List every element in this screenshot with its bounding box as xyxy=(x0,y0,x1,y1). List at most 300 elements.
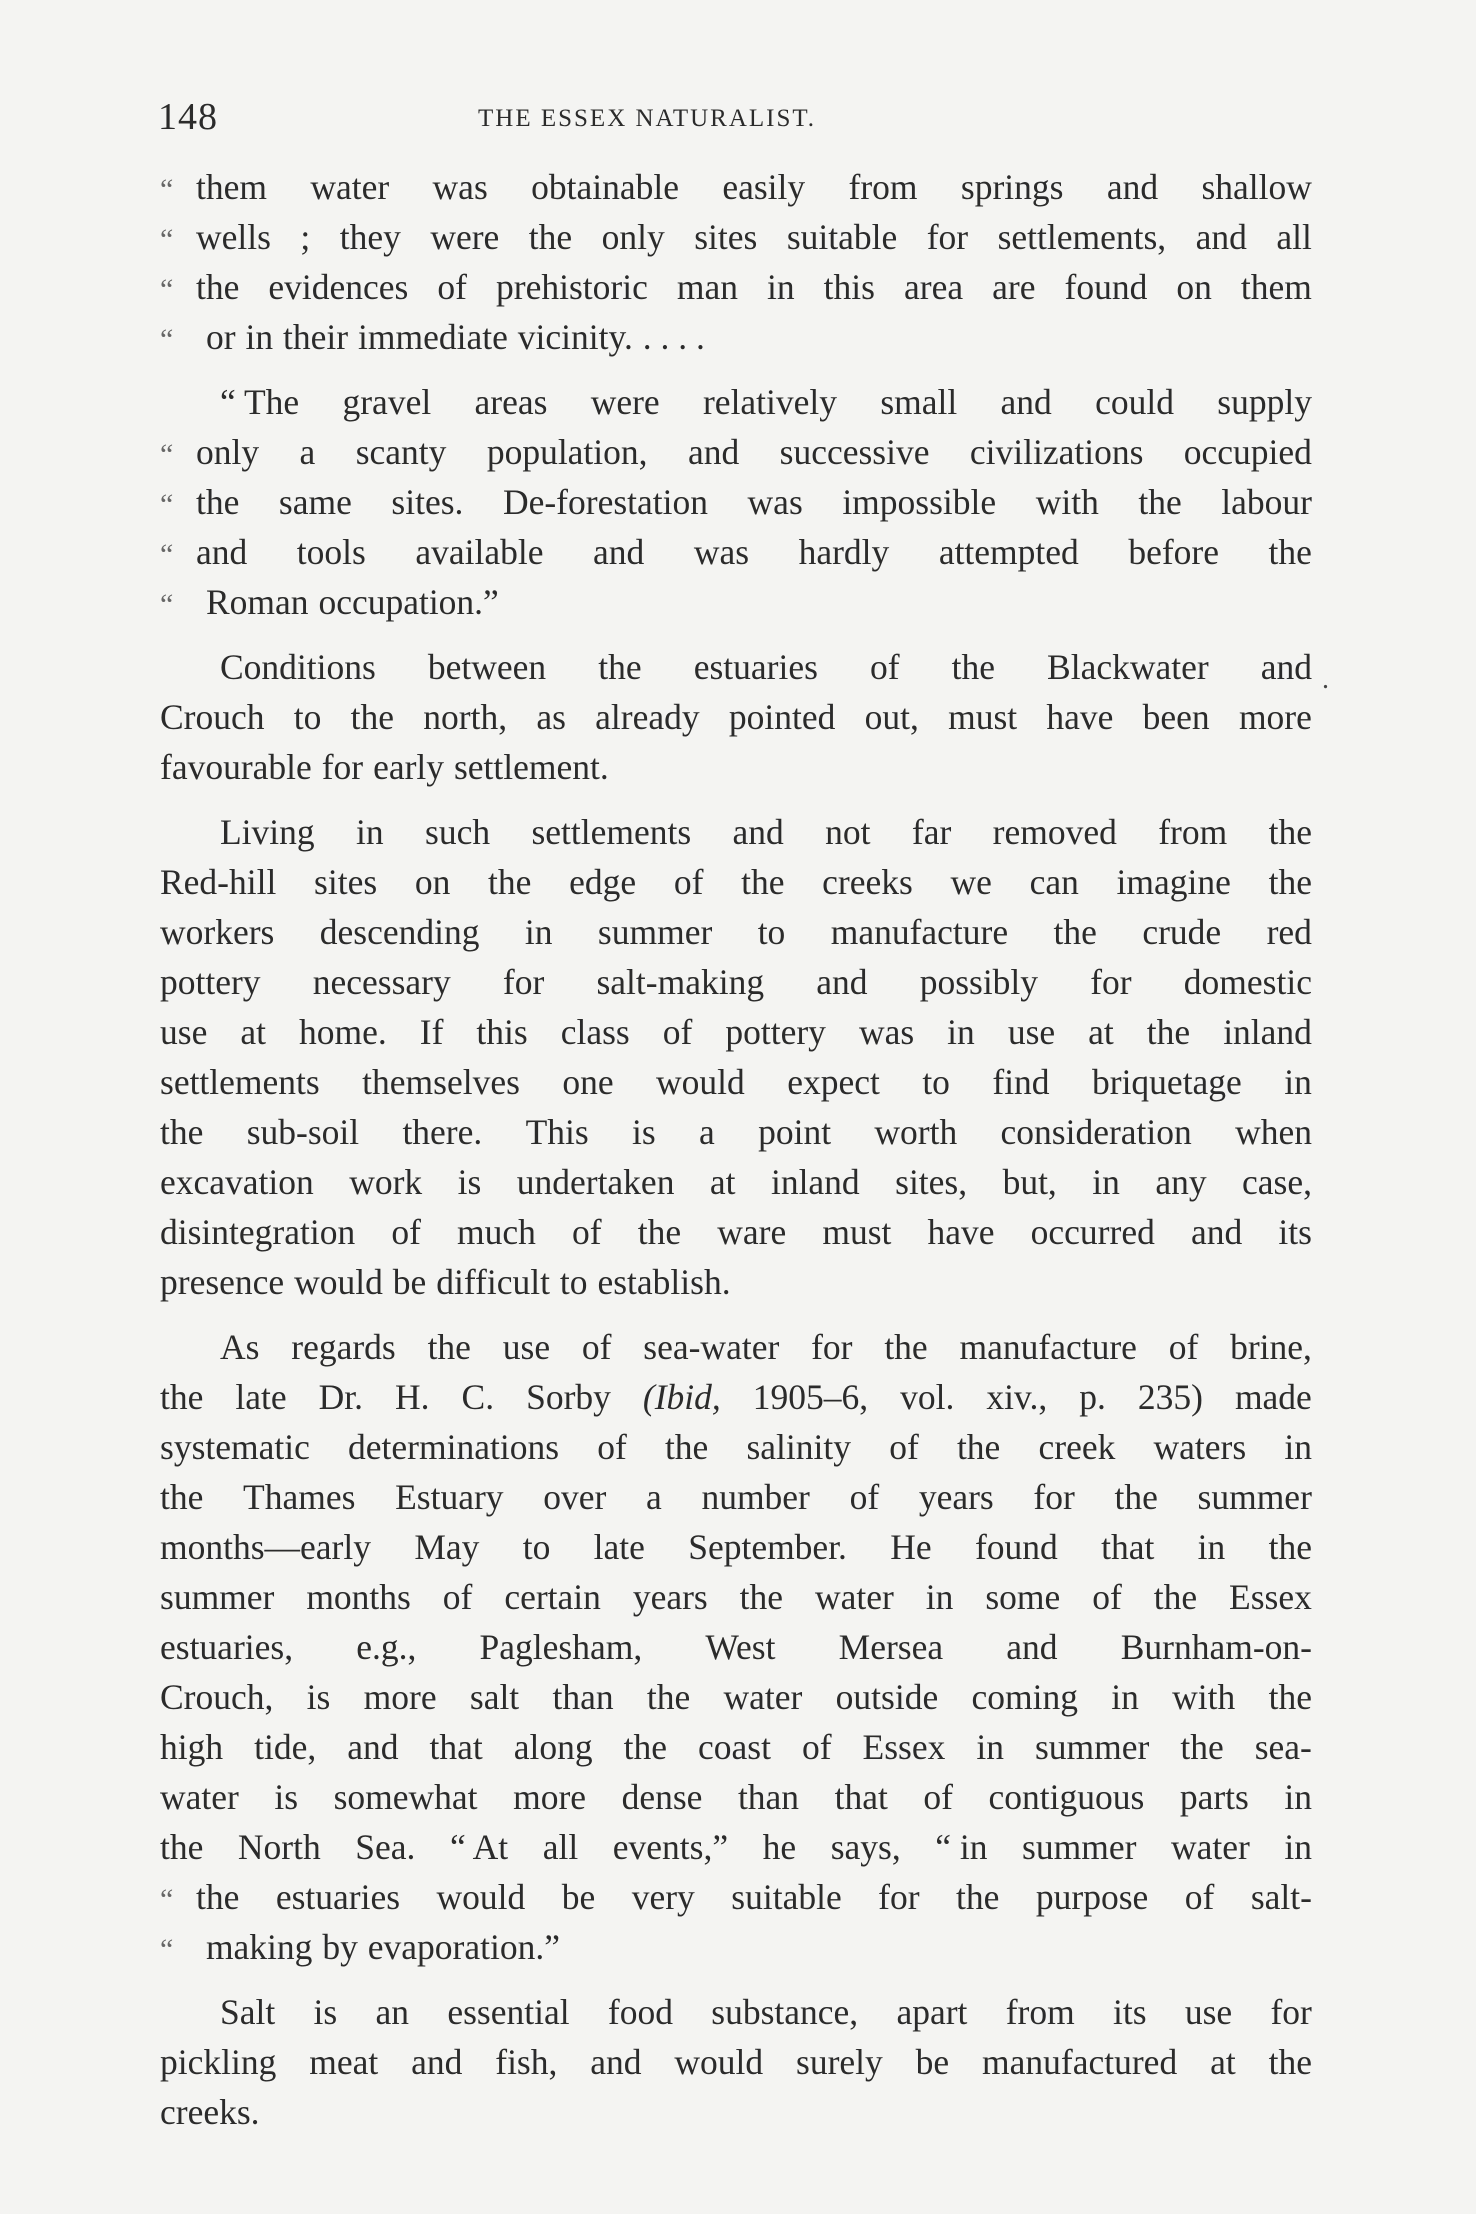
word: substance, xyxy=(711,1992,859,2032)
word: is xyxy=(313,1992,338,2032)
text-line xyxy=(160,1157,1312,1207)
word: is xyxy=(274,1777,299,1817)
word: determinations xyxy=(348,1427,560,1467)
text-line xyxy=(160,427,1312,477)
word: creek xyxy=(1038,1427,1116,1467)
word: of xyxy=(437,267,467,307)
word: their xyxy=(283,317,349,357)
word: be xyxy=(392,1262,427,1302)
word: more xyxy=(363,1677,437,1717)
word: in xyxy=(356,812,384,852)
word: of xyxy=(572,1212,602,1252)
line-words xyxy=(196,1872,1312,1922)
word: more xyxy=(1238,697,1312,737)
word: the xyxy=(1053,912,1097,952)
word: vol. xyxy=(900,1377,955,1417)
word: all xyxy=(1276,217,1312,257)
word: parts xyxy=(1179,1777,1249,1817)
word: coming xyxy=(971,1677,1078,1717)
running-head: THE ESSEX NATURALIST. xyxy=(478,105,817,132)
word: and xyxy=(347,1727,399,1767)
opening-quote-mark: “ xyxy=(160,173,174,206)
word: this xyxy=(476,1012,528,1052)
word: Essex xyxy=(862,1727,946,1767)
word: at xyxy=(709,1162,736,1202)
word: the xyxy=(160,1377,204,1417)
word: use xyxy=(502,1327,551,1367)
word: of xyxy=(801,1727,832,1767)
word: when xyxy=(1235,1112,1312,1152)
word: the xyxy=(646,1677,691,1717)
word: manufactured xyxy=(982,2042,1178,2082)
word: or xyxy=(205,317,236,357)
word: the xyxy=(160,1112,204,1152)
text-line xyxy=(160,1257,1312,1307)
word: summer xyxy=(1022,1827,1137,1867)
word: of xyxy=(673,862,704,902)
word: essential xyxy=(447,1992,570,2032)
word: undertaken xyxy=(516,1162,675,1202)
word: immediate xyxy=(358,317,508,357)
line-words xyxy=(196,427,1312,477)
word: possibly xyxy=(919,962,1039,1002)
word: for xyxy=(1090,962,1132,1002)
word: from xyxy=(848,167,918,207)
word: settlement. xyxy=(453,747,609,787)
word: consideration xyxy=(1000,1112,1192,1152)
word: water xyxy=(723,1677,803,1717)
opening-quote-mark: “ xyxy=(160,438,174,471)
word: red xyxy=(1266,912,1312,952)
word: Essex xyxy=(1229,1577,1312,1617)
word: Paglesham, xyxy=(479,1627,643,1667)
word: such xyxy=(425,812,491,852)
word: that xyxy=(834,1777,888,1817)
text-line xyxy=(160,1987,1312,2037)
opening-quote-mark: “ xyxy=(160,538,174,571)
word: all xyxy=(542,1827,579,1867)
word: Red-hill xyxy=(160,862,277,902)
word: of xyxy=(889,1427,919,1467)
opening-quote-mark: “ xyxy=(160,1933,174,1966)
word: areas xyxy=(474,382,548,422)
word: much xyxy=(457,1212,536,1252)
word: a xyxy=(646,1477,662,1517)
word: only xyxy=(601,217,665,257)
word: was xyxy=(858,1012,915,1052)
opening-quote-mark: “ xyxy=(160,488,174,521)
word: at xyxy=(240,1012,266,1052)
word: early xyxy=(373,747,445,787)
word: North xyxy=(237,1827,321,1867)
word: some xyxy=(985,1577,1061,1617)
word: Salt xyxy=(220,1992,276,2032)
text-line xyxy=(160,477,1312,527)
word: north, xyxy=(423,697,508,737)
word: ; xyxy=(300,217,311,257)
word: “ in xyxy=(935,1827,988,1867)
word: sites, xyxy=(895,1162,968,1202)
word: Estuary xyxy=(395,1477,504,1517)
word: the xyxy=(623,1727,667,1767)
word: to xyxy=(522,1527,551,1567)
word: favourable xyxy=(160,747,312,787)
word: somewhat xyxy=(333,1777,478,1817)
word: have xyxy=(927,1212,995,1252)
opening-quote-mark: “ xyxy=(160,323,174,356)
word: briquetage xyxy=(1092,1062,1242,1102)
word: disintegration xyxy=(160,1212,356,1252)
word: pointed xyxy=(728,697,836,737)
word: them xyxy=(1240,267,1312,307)
word: salinity xyxy=(746,1427,852,1467)
word: Sorby xyxy=(526,1377,611,1417)
word: available xyxy=(415,532,544,572)
word: can xyxy=(1029,862,1079,902)
word: domestic xyxy=(1183,962,1312,1002)
word: for xyxy=(1270,1992,1312,2032)
word: with xyxy=(1172,1677,1236,1717)
word: only xyxy=(196,432,260,472)
word: the xyxy=(664,1427,709,1467)
word: This xyxy=(525,1112,589,1152)
text-line xyxy=(160,312,1312,362)
word: to xyxy=(922,1062,950,1102)
word: in xyxy=(245,317,274,357)
word: salt-making xyxy=(596,962,765,1002)
text-line xyxy=(160,1422,1312,1472)
word: be xyxy=(915,2042,950,2082)
word: difficult xyxy=(436,1262,550,1302)
word: and xyxy=(1260,647,1312,687)
page-header xyxy=(158,92,1310,142)
word: months—early xyxy=(160,1527,371,1567)
word: sub-soil xyxy=(246,1112,360,1152)
word: at xyxy=(1088,1012,1114,1052)
text-line xyxy=(160,742,1312,792)
word: of xyxy=(1184,1877,1215,1917)
text-line xyxy=(160,907,1312,957)
word: impossible xyxy=(842,482,997,522)
word: the xyxy=(196,482,240,522)
word: to xyxy=(293,697,322,737)
word: were xyxy=(430,217,500,257)
line-words xyxy=(196,212,1312,262)
word: water xyxy=(1170,1827,1250,1867)
word: As xyxy=(220,1327,260,1367)
word: the xyxy=(528,217,573,257)
word: class xyxy=(560,1012,630,1052)
word: edge xyxy=(569,862,637,902)
word: for xyxy=(502,962,545,1002)
line-words xyxy=(196,262,1312,312)
word: making xyxy=(205,1927,313,1967)
word: pottery xyxy=(160,962,261,1002)
word: must xyxy=(948,697,1018,737)
word: the xyxy=(1268,1527,1312,1567)
word: the xyxy=(1180,1727,1224,1767)
word: of xyxy=(849,1477,880,1517)
word: tide, xyxy=(254,1727,317,1767)
word: scanty xyxy=(355,432,447,472)
word: very xyxy=(631,1877,695,1917)
word: along xyxy=(513,1727,593,1767)
word: creeks. xyxy=(160,2092,260,2132)
word: “ The xyxy=(220,382,300,422)
word: find xyxy=(992,1062,1050,1102)
word: manufacture xyxy=(830,912,1009,952)
word: the xyxy=(741,862,785,902)
word: settlements xyxy=(160,1062,320,1102)
text-line xyxy=(160,807,1312,857)
text-line xyxy=(160,1672,1312,1722)
word: regards xyxy=(291,1327,396,1367)
word: the xyxy=(598,647,642,687)
word: coast xyxy=(697,1727,771,1767)
word: found xyxy=(1064,267,1148,307)
text-line xyxy=(160,1722,1312,1772)
word: and xyxy=(196,532,248,572)
word: that xyxy=(1101,1527,1155,1567)
word: Sea. xyxy=(355,1827,416,1867)
word: sea- xyxy=(1254,1727,1312,1767)
word: and xyxy=(1006,1627,1058,1667)
word: and xyxy=(1106,167,1159,207)
word: the xyxy=(1268,812,1312,852)
word: for xyxy=(321,747,364,787)
word: 235) xyxy=(1137,1377,1203,1417)
word: events,” xyxy=(612,1827,729,1867)
word: sea-water xyxy=(643,1327,780,1367)
word: a xyxy=(699,1112,715,1152)
word: years xyxy=(632,1577,708,1617)
word: before xyxy=(1128,532,1219,572)
text-line xyxy=(160,1472,1312,1522)
word: If xyxy=(419,1012,444,1052)
opening-quote-mark: “ xyxy=(160,273,174,306)
word: would xyxy=(656,1062,745,1102)
word: for xyxy=(926,217,969,257)
word: West xyxy=(705,1627,776,1667)
text-line xyxy=(160,212,1312,262)
word: as xyxy=(536,697,566,737)
word: the xyxy=(1146,1012,1191,1052)
word: than xyxy=(737,1777,800,1817)
word: its xyxy=(1113,1992,1147,2032)
word: Blackwater xyxy=(1047,647,1209,687)
word: of xyxy=(597,1427,627,1467)
word: De-forestation xyxy=(502,482,708,522)
word: pickling xyxy=(160,2042,277,2082)
text-line xyxy=(160,1922,1312,1972)
word: food xyxy=(607,1992,673,2032)
word: presence xyxy=(160,1262,285,1302)
word: an xyxy=(375,1992,410,2032)
word: worth xyxy=(874,1112,958,1152)
word: Living xyxy=(220,812,315,852)
word: inland xyxy=(1223,1012,1312,1052)
text-line xyxy=(160,1007,1312,1057)
word: dense xyxy=(621,1777,703,1817)
word: Dr. xyxy=(318,1377,363,1417)
line-words xyxy=(196,477,1312,527)
word: in xyxy=(1092,1162,1120,1202)
word: . . . . xyxy=(642,317,705,357)
word: in xyxy=(947,1012,975,1052)
text-line xyxy=(160,1872,1312,1922)
word: a xyxy=(299,432,316,472)
word: number xyxy=(701,1477,810,1517)
word: occupation.” xyxy=(318,582,499,622)
text-line xyxy=(160,1207,1312,1257)
word: workers xyxy=(160,912,275,952)
word: the xyxy=(956,1427,1001,1467)
word: high xyxy=(160,1727,224,1767)
word: ware xyxy=(717,1212,787,1252)
word: waters xyxy=(1153,1427,1247,1467)
text-line xyxy=(160,1107,1312,1157)
text-line xyxy=(160,527,1312,577)
word: at xyxy=(1210,2042,1236,2082)
word: inland xyxy=(770,1162,860,1202)
word: manufacture xyxy=(959,1327,1137,1367)
word: use xyxy=(160,1012,208,1052)
word: shallow xyxy=(1201,167,1312,207)
word: on xyxy=(414,862,451,902)
text-line xyxy=(160,2037,1312,2087)
word: Crouch, xyxy=(160,1677,274,1717)
word: already xyxy=(595,697,700,737)
word: the xyxy=(1114,1477,1158,1517)
word: would xyxy=(294,1262,383,1302)
word: and xyxy=(593,532,645,572)
word: in xyxy=(1284,1777,1312,1817)
word: May xyxy=(414,1527,480,1567)
word: descending xyxy=(319,912,480,952)
word: case, xyxy=(1242,1162,1312,1202)
page-number: 148 xyxy=(158,96,218,138)
word: they xyxy=(339,217,401,257)
word: and xyxy=(1190,1212,1243,1252)
word: attempted xyxy=(938,532,1079,572)
word: months xyxy=(306,1577,411,1617)
opening-quote-mark: “ xyxy=(160,588,174,621)
word: e.g., xyxy=(356,1627,417,1667)
line-words xyxy=(196,162,1312,212)
word: of xyxy=(1168,1327,1199,1367)
word: from xyxy=(1158,812,1228,852)
word: the xyxy=(1268,2042,1312,2082)
word: the xyxy=(956,1877,1000,1917)
word: prehistoric xyxy=(496,267,648,307)
word: area xyxy=(904,267,964,307)
word: the xyxy=(350,697,395,737)
word: than xyxy=(552,1677,614,1717)
word: springs xyxy=(960,167,1064,207)
word: the xyxy=(488,862,532,902)
word: in xyxy=(925,1577,954,1617)
word: civilizations xyxy=(969,432,1144,472)
word: would xyxy=(436,1877,526,1917)
text-line xyxy=(160,1322,1312,1372)
word: the xyxy=(637,1212,682,1252)
word: are xyxy=(992,267,1036,307)
word: the xyxy=(196,267,240,307)
word: made xyxy=(1234,1377,1312,1417)
word: estuaries, xyxy=(160,1627,294,1667)
word: summer xyxy=(597,912,713,952)
word: estuaries xyxy=(275,1877,401,1917)
word: and xyxy=(687,432,740,472)
word: over xyxy=(543,1477,607,1517)
word: easily xyxy=(722,167,806,207)
text-line xyxy=(160,1572,1312,1622)
word: he xyxy=(762,1827,797,1867)
word: themselves xyxy=(362,1062,520,1102)
word: same xyxy=(278,482,352,522)
word: of xyxy=(1092,1577,1122,1617)
text-line xyxy=(160,2087,1312,2137)
word: of xyxy=(581,1327,612,1367)
word: excavation xyxy=(160,1162,314,1202)
text-line xyxy=(160,692,1312,742)
word: summer xyxy=(1197,1477,1312,1517)
text-line xyxy=(160,1622,1312,1672)
word: brine, xyxy=(1230,1327,1312,1367)
word: and xyxy=(1000,382,1052,422)
text-line xyxy=(160,377,1312,427)
word: in xyxy=(1284,1062,1312,1102)
word: salt xyxy=(469,1677,520,1717)
word: of xyxy=(442,1577,473,1617)
word: occurred xyxy=(1030,1212,1155,1252)
word: is xyxy=(632,1112,656,1152)
word: was xyxy=(432,167,488,207)
word: Roman xyxy=(205,582,309,622)
word: water xyxy=(814,1577,894,1617)
word: wells xyxy=(196,217,271,257)
word: vicinity. xyxy=(517,317,633,357)
word: of xyxy=(923,1777,953,1817)
word: labour xyxy=(1221,482,1312,522)
word: between xyxy=(427,647,547,687)
text-line xyxy=(160,1372,1312,1422)
text-line xyxy=(160,162,1312,212)
word: its xyxy=(1278,1212,1312,1252)
word: the xyxy=(1153,1577,1198,1617)
text-line xyxy=(160,1822,1312,1872)
word: for xyxy=(1033,1477,1075,1517)
word: Burnham-on- xyxy=(1120,1627,1312,1667)
word: fish, xyxy=(495,2042,558,2082)
word: expect xyxy=(787,1062,880,1102)
word: of xyxy=(869,647,900,687)
word: summer xyxy=(160,1577,275,1617)
word: sites. xyxy=(391,482,464,522)
word: on xyxy=(1176,267,1212,307)
word: but, xyxy=(1002,1162,1057,1202)
word: and xyxy=(590,2042,642,2082)
word: we xyxy=(950,862,992,902)
word: outside xyxy=(835,1677,939,1717)
word: population, xyxy=(486,432,648,472)
word: Thames xyxy=(243,1477,356,1517)
word: were xyxy=(590,382,660,422)
word: creeks xyxy=(822,862,913,902)
word: p. xyxy=(1079,1377,1106,1417)
word: could xyxy=(1095,382,1174,422)
word: surely xyxy=(796,2042,883,2082)
